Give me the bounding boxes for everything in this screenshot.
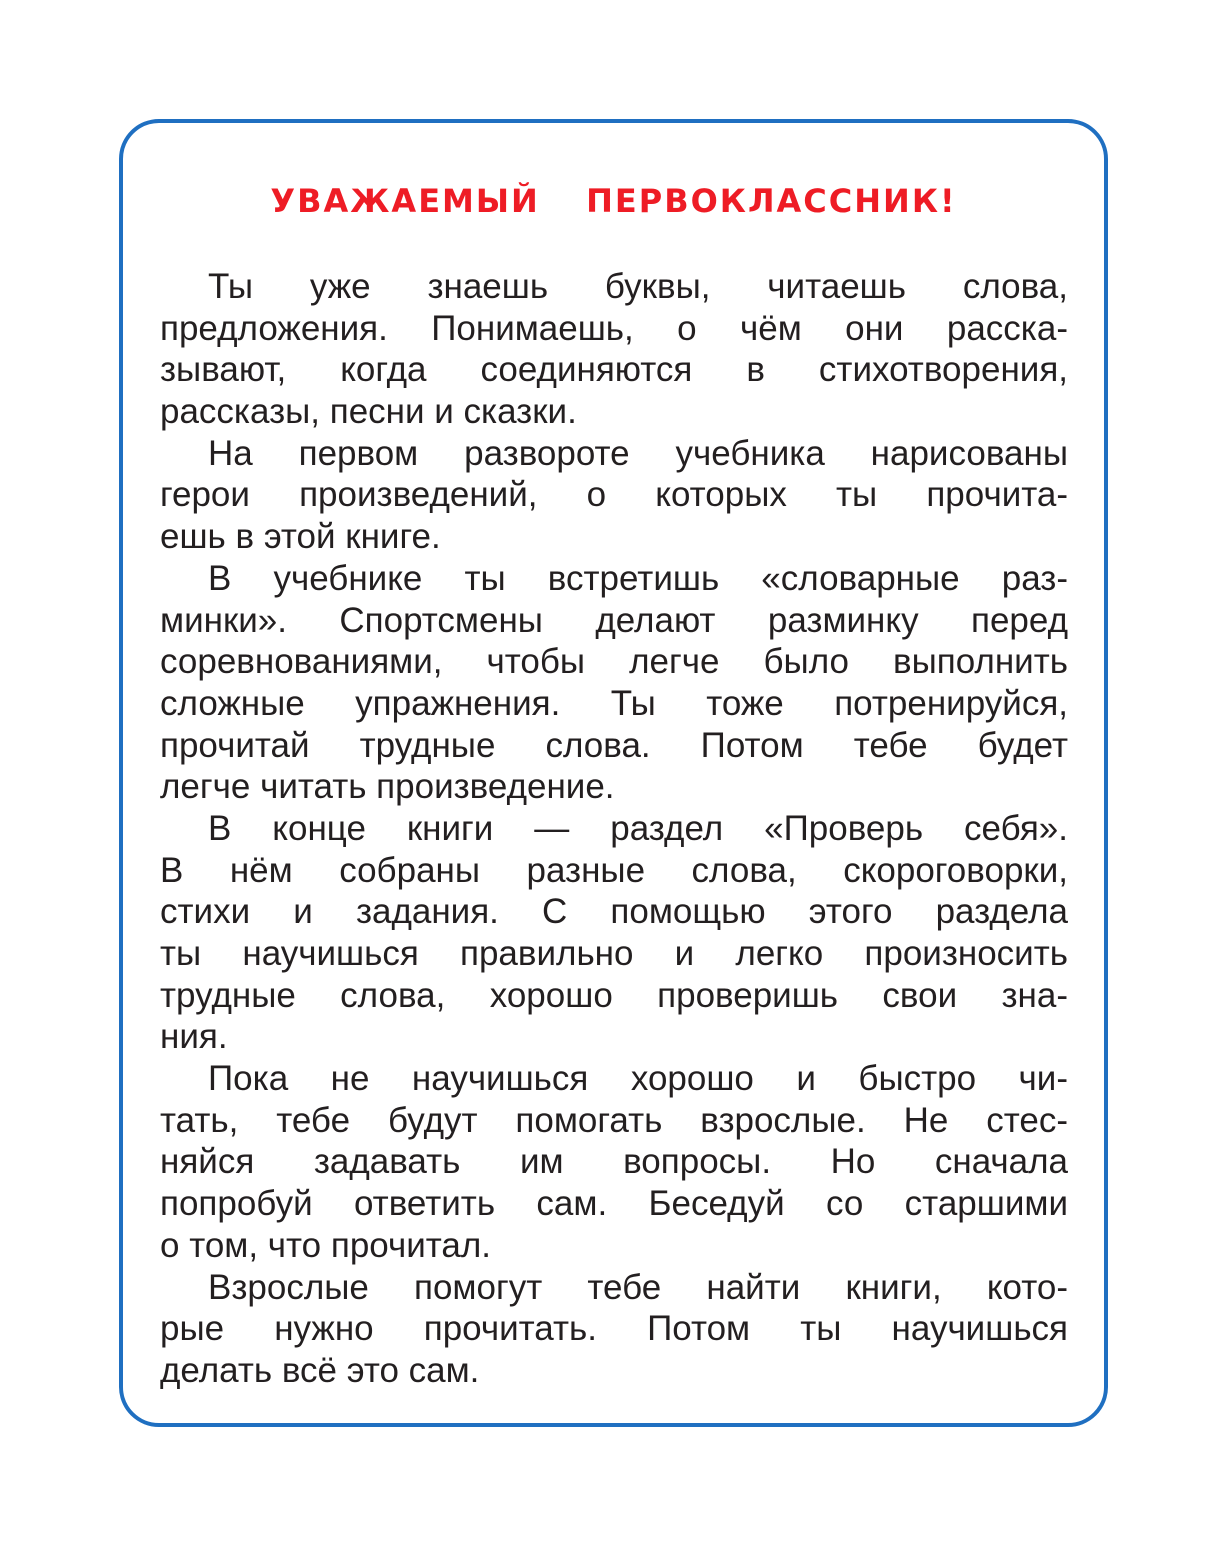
page-title: УВАЖАЕМЫЙ ПЕРВОКЛАССНИК! (270, 182, 957, 220)
text-line: зывают, когда соединяются в стихотворения, (160, 350, 1068, 390)
text-line: делать всё это сам. (160, 1350, 480, 1390)
text-line: В конце книги — раздел «Проверь себя». (208, 808, 1068, 848)
body-text (160, 266, 1068, 1392)
text-line: герои произведений, о которых ты прочита- (160, 475, 1068, 515)
text-line: о том, что прочитал. (160, 1225, 492, 1265)
text-line: тать, тебе будут помогать взрослые. Не стес- (160, 1100, 1068, 1140)
paragraph (160, 433, 1068, 558)
text-line: легче читать произведение. (160, 767, 615, 807)
text-line: В нём собраны разные слова, скороговорки, (160, 850, 1068, 890)
text-line: В учебнике ты встретишь «словарные раз- (208, 558, 1068, 598)
text-line: минки». Спортсмены делают разминку перед (160, 600, 1068, 640)
paragraph (160, 558, 1068, 808)
paragraph (160, 1058, 1068, 1266)
text-line: На первом развороте учебника нарисованы (208, 433, 1068, 473)
text-line: Ты уже знаешь буквы, читаешь слова, (208, 267, 1068, 306)
text-line: стихи и задания. С помощью этого раздела (160, 892, 1068, 932)
text-line: прочитай трудные слова. Потом тебе будет (160, 725, 1068, 765)
text-line: попробуй ответить сам. Беседуй со старшими (160, 1184, 1068, 1224)
text-line: соревнованиями, чтобы легче было выполнить (160, 642, 1068, 682)
text-line: рые нужно прочитать. Потом ты научишься (160, 1309, 1068, 1349)
text-line: трудные слова, хорошо проверишь свои зна- (160, 975, 1068, 1015)
text-line: ешь в этой книге. (160, 517, 441, 557)
text-line: ты научишься правильно и легко произносить (160, 934, 1068, 973)
text-line: рассказы, песни и сказки. (160, 392, 577, 432)
text-line: Взрослые помогут тебе найти книги, кото- (208, 1267, 1068, 1307)
text-line: няйся задавать им вопросы. Но сначала (160, 1142, 1068, 1182)
text-line: предложения. Понимаешь, о чём они расска- (160, 308, 1068, 348)
text-line: сложные упражнения. Ты тоже потренируйся, (160, 683, 1068, 723)
text-line: ния. (160, 1017, 228, 1057)
paragraph (160, 1267, 1068, 1392)
paragraph (160, 808, 1068, 1058)
text-line: Пока не научишься хорошо и быстро чи- (208, 1059, 1068, 1099)
paragraph (160, 266, 1068, 433)
